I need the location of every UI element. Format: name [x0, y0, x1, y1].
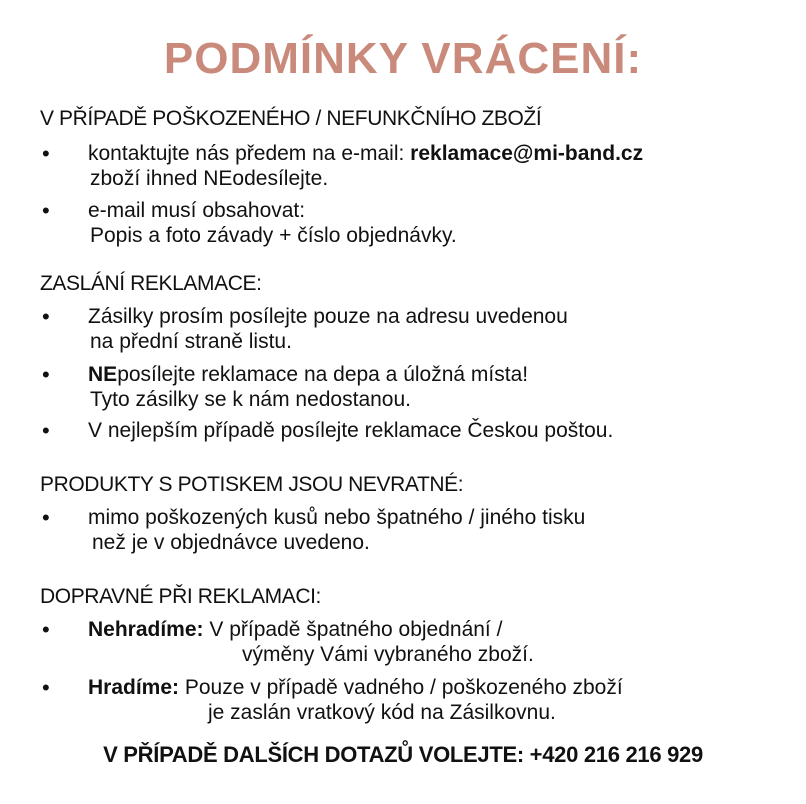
- item-text-continued: Tyto zásilky se k nám nedostanou.: [90, 388, 411, 411]
- bullet: •: [42, 418, 50, 443]
- label-reimbursed: Hradíme:: [88, 676, 180, 699]
- section-heading-damaged-goods: V PŘÍPADĚ POŠKOZENÉHO / NEFUNKČNÍHO ZBOŽÍ: [40, 107, 542, 130]
- section-heading-printed-products: PRODUKTY S POTISKEM JSOU NEVRATNÉ:: [40, 473, 464, 496]
- emphasis-text: NE: [88, 363, 118, 386]
- item-text: kontaktujte nás předem na e-mail:: [88, 142, 411, 165]
- bullet: •: [42, 505, 50, 530]
- item-text: Zásilky prosím posílejte pouze na adresu uvedenou: [88, 305, 568, 328]
- item-text: Pouze v případě vadného / poškozeného zboží: [179, 676, 623, 699]
- section-heading-sending-complaint: ZASLÁNÍ REKLAMACE:: [40, 272, 262, 295]
- item-text: V případě špatného objednání /: [203, 618, 503, 641]
- item-text-continued: než je v objednávce uvedeno.: [92, 531, 370, 554]
- bullet: •: [42, 362, 50, 387]
- email-link[interactable]: reklamace@mi-band.cz: [410, 142, 644, 165]
- bullet: •: [42, 617, 50, 642]
- item-text: e-mail musí obsahovat:: [88, 199, 306, 222]
- page-title: PODMÍNKY VRÁCENÍ:: [163, 34, 643, 83]
- bullet: •: [42, 304, 50, 329]
- item-text: V nejlepším případě posílejte reklamace Českou poštou.: [88, 419, 614, 442]
- item-text-continued: výměny Vámi vybraného zboží.: [242, 643, 534, 666]
- bullet: •: [42, 141, 50, 166]
- bullet: •: [42, 198, 50, 223]
- item-text-continued: na přední straně listu.: [90, 330, 292, 353]
- item-text: posílejte reklamace na depa a úložná místa!: [117, 363, 529, 386]
- section-heading-shipping-costs: DOPRAVNÉ PŘI REKLAMACI:: [40, 585, 321, 608]
- item-text-continued: zboží ihned NEodesílejte.: [90, 167, 329, 190]
- item-text-continued: Popis a foto závady + číslo objednávky.: [90, 224, 457, 247]
- label-not-reimbursed: Nehradíme:: [88, 618, 204, 641]
- item-text: mimo poškozených kusů nebo špatného / jiného tisku: [88, 506, 586, 529]
- bullet: •: [42, 675, 50, 700]
- item-text-continued: je zaslán vratkový kód na Zásilkovnu.: [208, 701, 556, 724]
- contact-footer: V PŘÍPADĚ DALŠÍCH DOTAZŮ VOLEJTE: +420 216 216 929: [103, 742, 703, 767]
